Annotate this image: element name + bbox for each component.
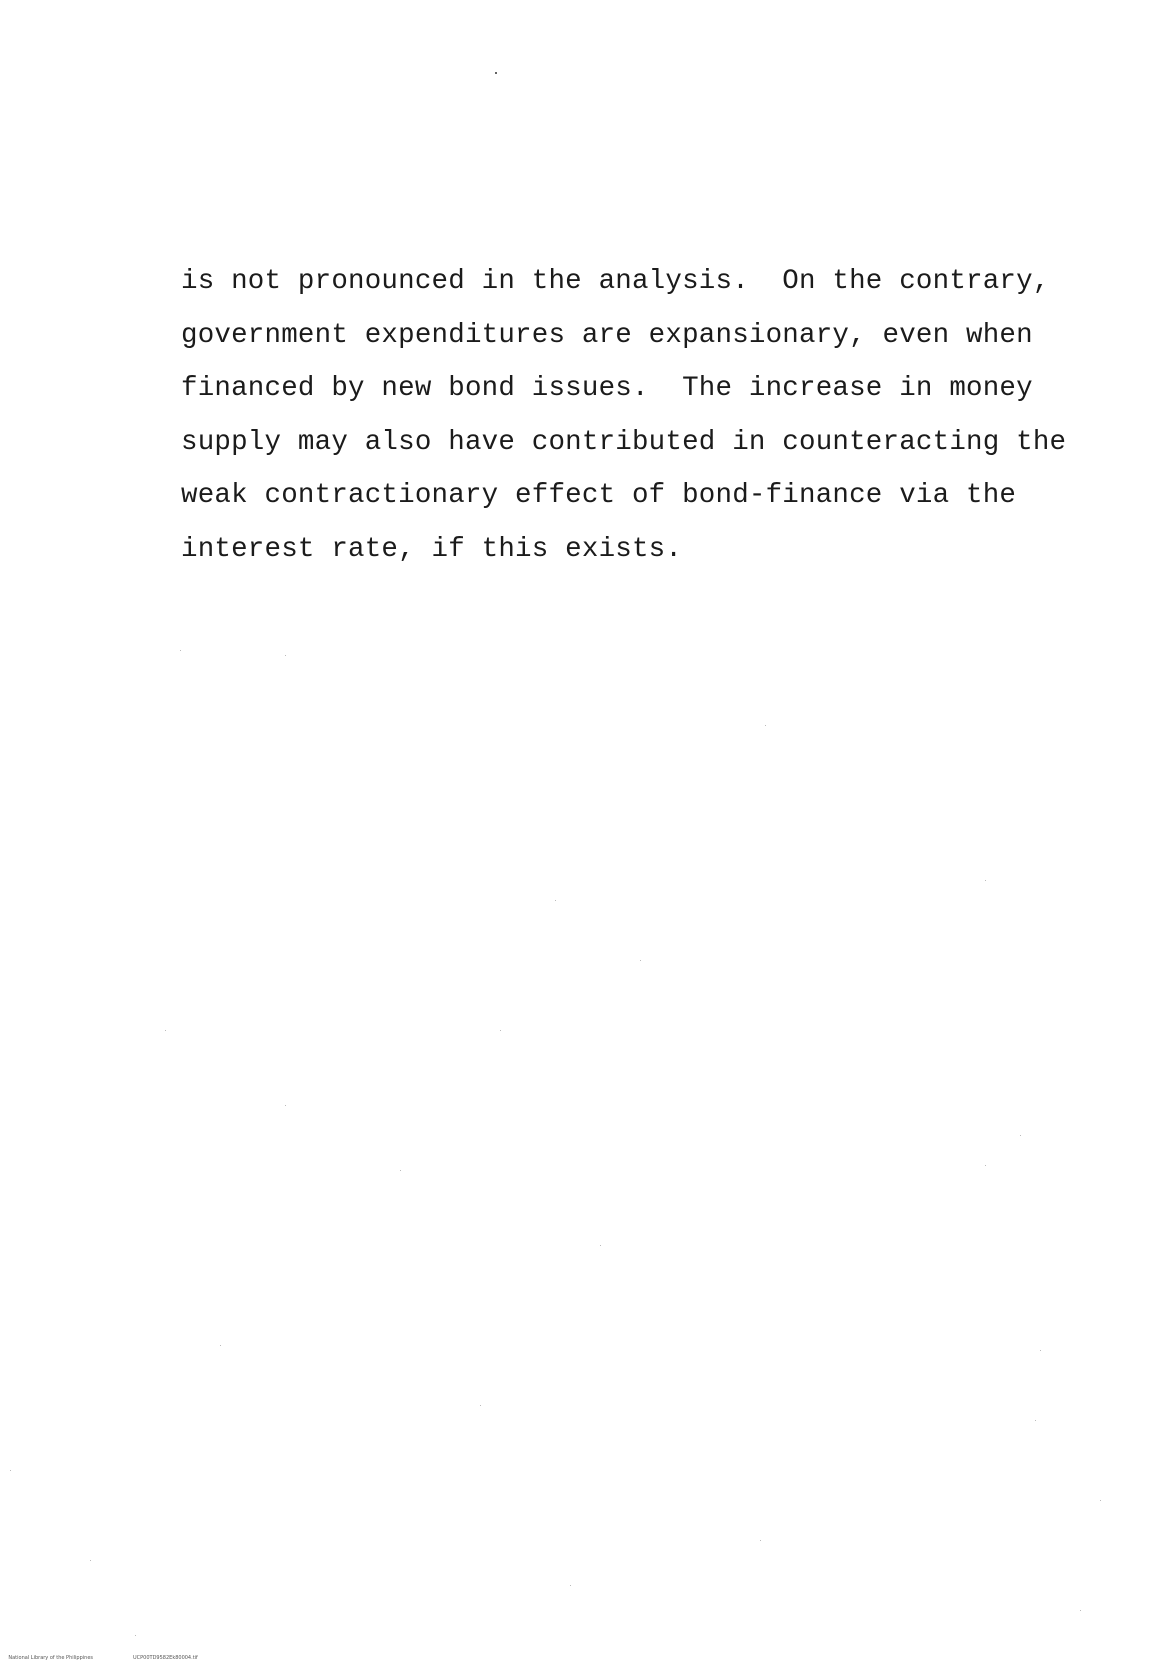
scan-footer (2, 1649, 198, 1667)
scan-speck (985, 1165, 986, 1166)
scan-speck (1035, 1420, 1036, 1421)
scan-speck (555, 900, 556, 901)
scan-speck (285, 655, 286, 656)
scan-speck (90, 1560, 91, 1561)
scan-speck (10, 1470, 11, 1471)
scan-speck (480, 1405, 481, 1406)
paragraph-line: interest rate, if this exists. (181, 533, 683, 565)
scan-speck (135, 1635, 136, 1636)
scan-speck (570, 1585, 571, 1586)
scan-speck (640, 960, 641, 961)
scan-speck (220, 1345, 221, 1346)
footer-file: UCP00TD9582Ek80004.tif (133, 1655, 198, 1661)
paragraph-line: weak contractionary effect of bond-finance via the (181, 480, 1017, 512)
scan-speck (600, 1245, 601, 1246)
footer-library: National Library of the Philippines (8, 1655, 93, 1661)
body-paragraph (181, 255, 1081, 577)
scan-speck (165, 1030, 166, 1031)
scan-speck (400, 1170, 401, 1171)
paragraph-line: is not pronounced in the analysis. On the contrary, (181, 266, 1050, 297)
scan-speck (985, 880, 986, 881)
paragraph-line: government expenditures are expansionary, even when (181, 319, 1033, 351)
scan-speck (285, 1105, 286, 1106)
scan-speck (1040, 1350, 1041, 1351)
scan-speck (1100, 1500, 1101, 1501)
scan-speck (1080, 1610, 1081, 1611)
scan-speck (500, 1030, 501, 1031)
scan-mark (495, 72, 497, 74)
scan-speck (760, 1540, 761, 1541)
scan-speck (765, 725, 766, 726)
scan-speck (1020, 1135, 1021, 1136)
paragraph-line: supply may also have contributed in counteracting the (181, 426, 1067, 458)
paragraph-line: financed by new bond issues. The increase in money (181, 373, 1033, 405)
scan-speck (180, 650, 181, 651)
